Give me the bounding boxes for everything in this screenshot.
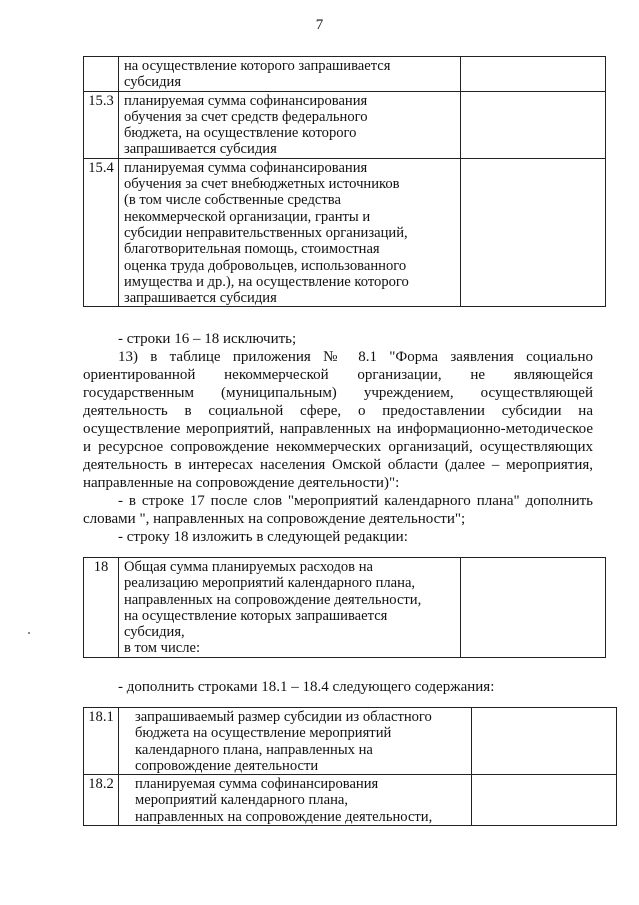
table-row [84, 708, 617, 775]
row-description [119, 558, 461, 658]
text-line: направленных на сопровождение деятельности, [135, 808, 433, 825]
row-number: 15.4 [84, 158, 119, 307]
table-2 [83, 557, 606, 658]
text-line: деятельность в интересах населения Омской области (далее – мероприятия, [83, 457, 593, 473]
text-line: сопровождение деятельности [135, 757, 319, 774]
table-row [84, 57, 606, 92]
table-3 [83, 707, 617, 826]
table-row [84, 558, 606, 658]
text-line: - строку 18 изложить в следующей редакции: [118, 529, 408, 545]
row-description [119, 708, 472, 775]
table-row [84, 158, 606, 307]
text-line: реализацию мероприятий календарного плана, [124, 575, 416, 592]
text-line: осуществление мероприятий, направленных на информационно-методическое [83, 421, 593, 437]
text-line: планируемая сумма софинансирования [135, 776, 379, 793]
text-line: и ресурсное сопровождение некоммерческих организаций, осуществляющих [83, 439, 593, 455]
text-line: 13) в таблице приложения № 8.1 "Форма заявления социально [118, 349, 593, 365]
text-line: обучения за счет средств федерального [124, 108, 368, 125]
text-line: мероприятий календарного плана, [135, 792, 349, 809]
text-line: субсидия, [124, 624, 185, 641]
text-line: планируемая сумма софинансирования [124, 92, 368, 109]
row-number: 18.1 [84, 708, 119, 775]
text-line: бюджета на осуществление мероприятий [135, 725, 392, 742]
row-value [472, 708, 617, 775]
text-line: на осуществление которого запрашивается [124, 58, 391, 74]
row-value [461, 91, 606, 158]
row-description [119, 775, 472, 826]
row-value [461, 57, 606, 92]
row-number: 15.3 [84, 91, 119, 158]
text-line: (в том числе собственные средства [124, 192, 341, 209]
text-line: ориентированной некоммерческой организации, не являющейся [83, 367, 593, 383]
text-line: календарного плана, направленных на [135, 741, 373, 758]
row-number: 18 [84, 558, 119, 658]
text-line: бюджета, на осуществление которого [124, 125, 357, 142]
text-line: субсидии неправительственных организаций, [124, 224, 408, 241]
text-line: словами ", направленных на сопровождение деятельности"; [83, 511, 466, 527]
row-description [119, 91, 461, 158]
text-line: в том числе: [124, 640, 201, 657]
row-description [119, 158, 461, 307]
row-number [84, 57, 119, 92]
row-value [472, 775, 617, 826]
text-line: запрашивается субсидия [124, 141, 277, 158]
text-line: субсидия [124, 74, 182, 91]
text-line: запрашивается субсидия [124, 290, 277, 307]
text-line: на осуществление которых запрашивается [124, 607, 388, 624]
row-value [461, 158, 606, 307]
text-line: направленных на сопровождение деятельности, [124, 591, 422, 608]
text-line: планируемая сумма софинансирования [124, 159, 368, 176]
text-line: направленные на сопровождение деятельности)": [83, 475, 400, 491]
text-line: деятельность в социальной сфере, о предоставлении субсидии на [83, 403, 593, 419]
text-line: Общая сумма планируемых расходов на [124, 559, 374, 575]
scan-speck [28, 632, 30, 634]
row-number: 18.2 [84, 775, 119, 826]
text-line: благотворительная помощь, стоимостная [124, 241, 380, 258]
table-row [84, 91, 606, 158]
page-number: 7 [315, 17, 324, 33]
text-line: - в строке 17 после слов "мероприятий календарного плана" дополнить [118, 493, 593, 509]
row-value [461, 558, 606, 658]
text-line: - строки 16 – 18 исключить; [118, 331, 297, 347]
text-line: обучения за счет внебюджетных источников [124, 176, 400, 193]
text-line: государственным (муниципальным) учреждением, осуществляющей [83, 385, 593, 401]
text-line: запрашиваемый размер субсидии из областного [135, 709, 432, 725]
text-line: имущества и др.), на осуществление которого [124, 273, 409, 290]
table-1 [83, 56, 606, 307]
text-line: - дополнить строками 18.1 – 18.4 следующего содержания: [118, 679, 495, 695]
text-line: оценка труда добровольцев, использованного [124, 257, 407, 274]
row-description [119, 57, 461, 92]
text-line: некоммерческой организации, гранты и [124, 208, 371, 225]
table-row [84, 775, 617, 826]
